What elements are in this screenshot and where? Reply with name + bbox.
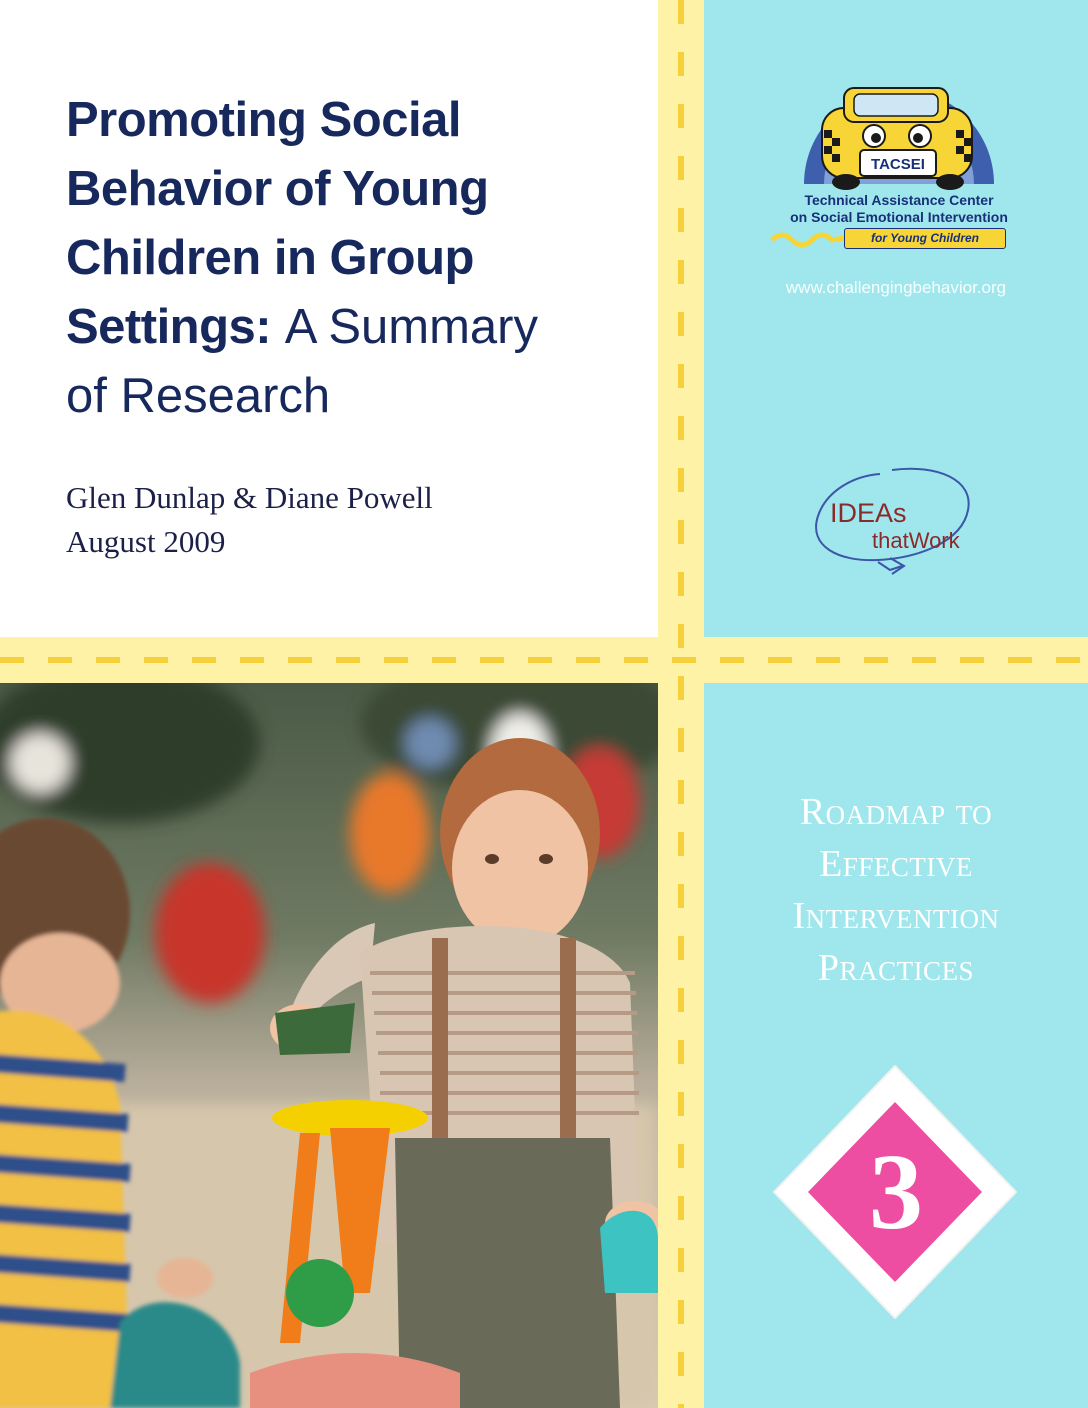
- series-line-3: Intervention: [792, 895, 1000, 937]
- logo-badge: for Young Children: [844, 228, 1006, 249]
- cover-photo: [0, 683, 658, 1408]
- title-line-2: Behavior of Young: [66, 162, 489, 216]
- logo-plate-text: TACSEI: [871, 156, 925, 173]
- number-diamond: [770, 1062, 1020, 1322]
- logo-line-2: on Social Emotional Intervention: [790, 209, 1008, 225]
- squiggle-icon: [770, 228, 846, 248]
- author-block: [66, 476, 433, 564]
- publication-date: August 2009: [66, 524, 226, 559]
- authors: Glen Dunlap & Diane Powell: [66, 480, 433, 515]
- taxi-icon: [764, 64, 1034, 194]
- ideas-line-1: IDEAs: [830, 498, 907, 528]
- ideas-that-work-logo: [808, 462, 978, 582]
- title-line-4-bold: Settings:: [66, 300, 272, 354]
- tacsei-logo: [764, 64, 1034, 250]
- series-title: [720, 786, 1072, 994]
- horizontal-stitch: [0, 657, 1088, 663]
- diamond-sign-icon: [770, 1062, 1020, 1322]
- volume-number: 3: [869, 1133, 923, 1252]
- title-line-1: Promoting Social: [66, 93, 461, 147]
- series-line-4: Practices: [817, 947, 975, 989]
- title-line-4-light: A Summary: [284, 300, 538, 354]
- children-playing-photo: [0, 683, 658, 1408]
- title-line-5: of Research: [66, 369, 331, 423]
- website-url[interactable]: www.challengingbehavior.org: [785, 278, 1007, 297]
- series-line-1: Roadmap to: [799, 791, 993, 833]
- series-line-2: Effective: [819, 843, 973, 885]
- title-line-3: Children in Group: [66, 231, 474, 285]
- ideas-line-2: thatWork: [872, 528, 960, 553]
- document-title: [66, 86, 626, 431]
- vertical-stitch: [678, 0, 684, 1408]
- logo-line-1: Technical Assistance Center: [804, 192, 994, 208]
